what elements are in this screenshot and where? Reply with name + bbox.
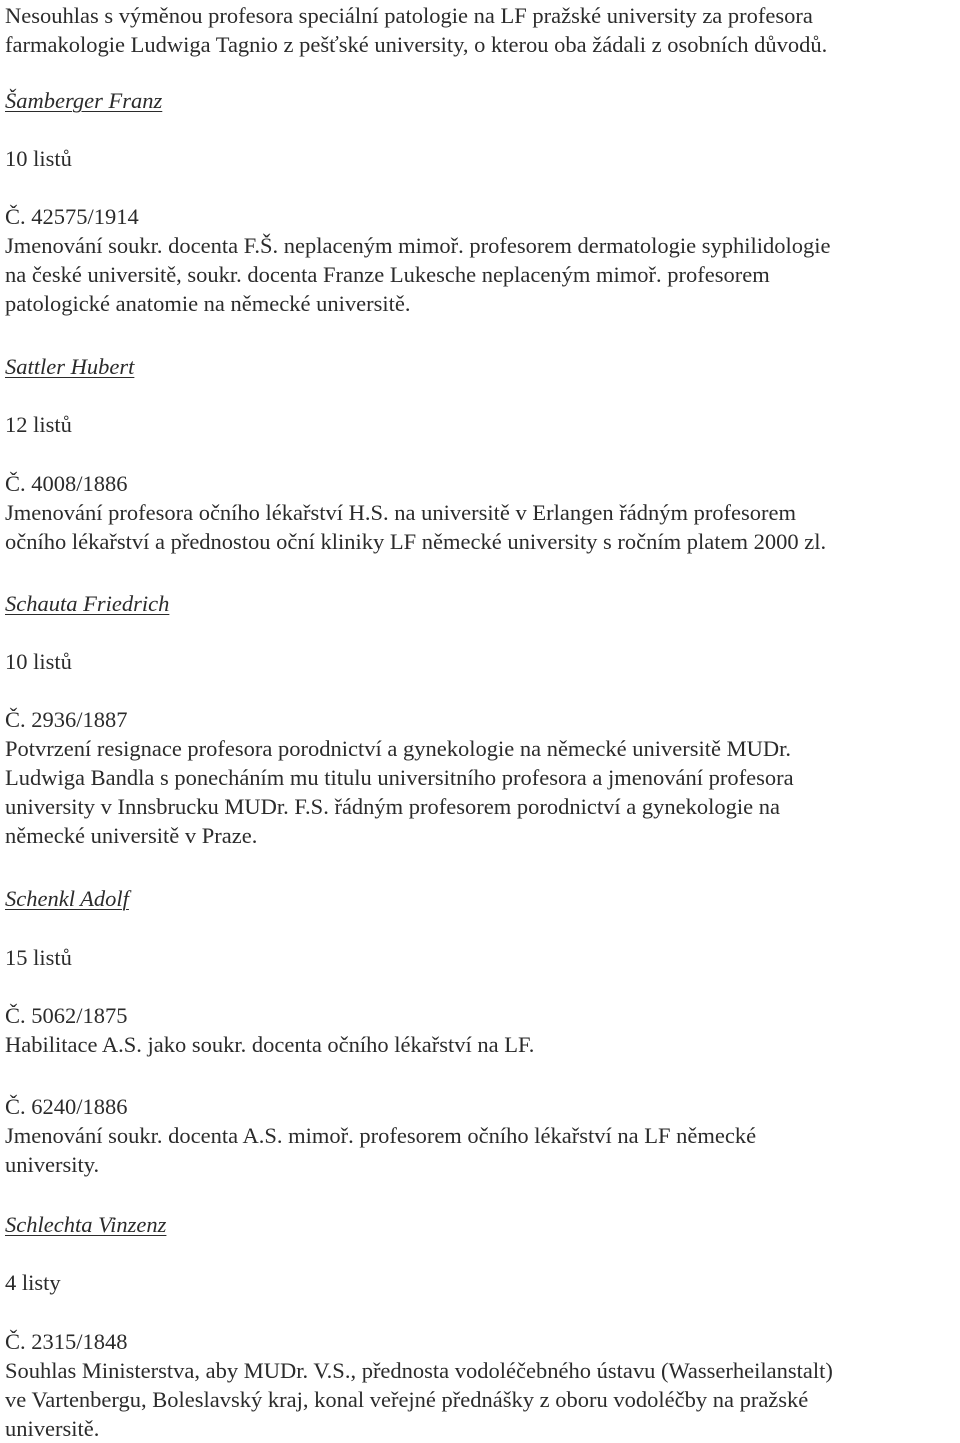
- record-number: Č. 2936/1887: [5, 707, 128, 732]
- record-text: Potvrzení resignace profesora porodnictví a gynekologie na německé universitě MUDr.: [5, 736, 791, 761]
- entry-heading-sattler: [5, 352, 955, 381]
- sheet-count: 10 listů: [5, 146, 72, 171]
- record-number: Č. 5062/1875: [5, 1003, 128, 1028]
- record-number: Č. 6240/1886: [5, 1094, 128, 1119]
- record-text: university.: [5, 1152, 100, 1177]
- record-block: [5, 202, 955, 318]
- person-name: Schenkl Adolf: [5, 886, 129, 911]
- intro-line: farmakologie Ludwiga Tagnio z pešťské university, o kterou oba žádali z osobních důvodů.: [5, 32, 828, 57]
- record-number: Č. 4008/1886: [5, 471, 128, 496]
- record-number: Č. 42575/1914: [5, 204, 139, 229]
- sheet-count: 10 listů: [5, 649, 72, 674]
- record-text: Jmenování soukr. docenta A.S. mimoř. profesorem očního lékařství na LF německé: [5, 1123, 757, 1148]
- record-block: [5, 1327, 955, 1443]
- record-block: [5, 469, 955, 556]
- entry-heading-samberger: [5, 86, 955, 115]
- person-name: Schauta Friedrich: [5, 591, 170, 616]
- record-text: na české universitě, soukr. docenta Franze Lukesche neplaceným mimoř. profesorem: [5, 262, 770, 287]
- record-block: [5, 1092, 955, 1179]
- person-name: Šamberger Franz: [5, 88, 163, 113]
- intro-line: Nesouhlas s výměnou profesora speciální patologie na LF pražské university za profesora: [5, 3, 813, 28]
- intro-paragraph: [5, 1, 955, 59]
- record-text: německé universitě v Praze.: [5, 823, 258, 848]
- entry-heading-schenkl: [5, 884, 955, 913]
- entry-heading-schlechta: [5, 1210, 955, 1239]
- record-text: Jmenování soukr. docenta F.Š. neplaceným mimoř. profesorem dermatologie syphilidologie: [5, 233, 831, 258]
- sheet-count: 4 listy: [5, 1270, 61, 1295]
- record-text: patologické anatomie na německé universitě.: [5, 291, 411, 316]
- sheet-count: 12 listů: [5, 412, 72, 437]
- record-block: [5, 1001, 955, 1059]
- person-name: Schlechta Vinzenz: [5, 1212, 167, 1237]
- person-name: Sattler Hubert: [5, 354, 135, 379]
- record-text: Jmenování profesora očního lékařství H.S. na universitě v Erlangen řádným profesorem: [5, 500, 797, 525]
- record-text: Ludwiga Bandla s ponecháním mu titulu universitního profesora a jmenování profesora: [5, 765, 794, 790]
- record-number: Č. 2315/1848: [5, 1329, 128, 1354]
- record-text: universitě.: [5, 1416, 100, 1441]
- entry-heading-schauta: [5, 589, 955, 618]
- sheet-count: 15 listů: [5, 945, 72, 970]
- record-text: university v Innsbrucku MUDr. F.S. řádným profesorem porodnictví a gynekologie na: [5, 794, 780, 819]
- record-block: [5, 705, 955, 850]
- record-text: Souhlas Ministerstva, aby MUDr. V.S., přednosta vodoléčebného ústavu (Wasserheilanstalt): [5, 1358, 833, 1383]
- record-text: Habilitace A.S. jako soukr. docenta očního lékařství na LF.: [5, 1032, 535, 1057]
- record-text: očního lékařství a přednostou oční kliniky LF německé university s ročním platem 2000 zl.: [5, 529, 827, 554]
- record-text: ve Vartenbergu, Boleslavský kraj, konal veřejné přednášky z oboru vodoléčby na pražské: [5, 1387, 809, 1412]
